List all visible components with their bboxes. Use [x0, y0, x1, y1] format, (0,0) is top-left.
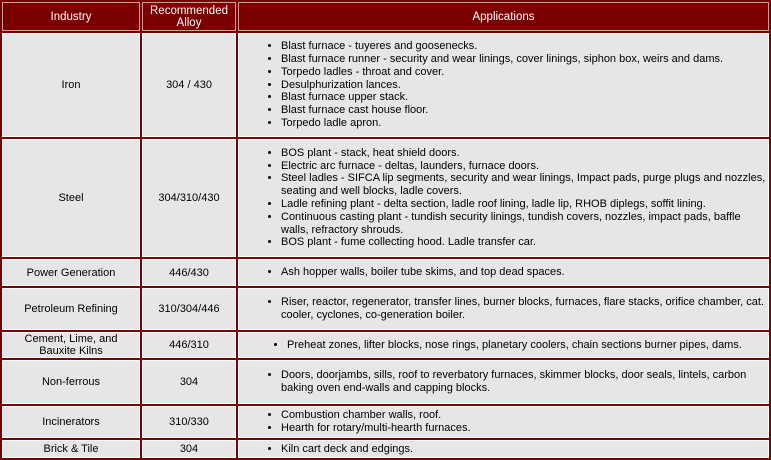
industry-cell: Non-ferrous — [2, 360, 140, 404]
alloy-cell: 446/430 — [142, 259, 236, 286]
list-item: • Combustion chamber walls, roof. — [281, 409, 766, 422]
list-item: • Ladle refining plant - delta section, ladle roof lining, ladle lip, RHOB diplegs, soffit lining. — [281, 198, 766, 211]
list-item: • Preheat zones, lifter blocks, nose rings, planetary coolers, chain sections burner pipes, dams. — [287, 339, 766, 352]
list-item: • Blast furnace cast house floor. — [281, 104, 766, 117]
applications-cell — [238, 406, 769, 438]
header-alloy: Recommended Alloy — [142, 2, 236, 31]
list-item: • Ash hopper walls, boiler tube skims, and top dead spaces. — [281, 266, 766, 279]
alloy-cell: 310/304/446 — [142, 288, 236, 330]
table-row — [2, 360, 769, 404]
alloy-cell: 310/330 — [142, 406, 236, 438]
table-row — [2, 406, 769, 438]
alloy-cell: 446/310 — [142, 332, 236, 358]
table-row — [2, 139, 769, 257]
applications-list — [247, 443, 766, 456]
alloy-cell: 304 — [142, 360, 236, 404]
alloy-cell: 304 / 430 — [142, 33, 236, 137]
table-body — [2, 33, 769, 458]
industry-cell: Power Generation — [2, 259, 140, 286]
table-row — [2, 33, 769, 137]
applications-list — [247, 409, 766, 435]
alloy-cell: 304/310/430 — [142, 139, 236, 257]
applications-list — [247, 296, 766, 322]
applications-list — [247, 147, 766, 249]
list-item: • Torpedo ladle apron. — [281, 117, 766, 130]
list-item: • Steel ladles - SIFCA lip segments, security and wear linings, Impact pads, purge plugs and nozzles, seating and well blocks, ladle covers. — [281, 172, 766, 198]
list-item: • Desulphurization lances. — [281, 79, 766, 92]
industry-cell: Steel — [2, 139, 140, 257]
table-row — [2, 288, 769, 330]
list-item: • Blast furnace runner - security and wear linings, cover linings, siphon box, weirs and dams. — [281, 53, 766, 66]
list-item: • Hearth for rotary/multi-hearth furnaces. — [281, 422, 766, 435]
applications-cell — [238, 360, 769, 404]
applications-cell — [238, 440, 769, 459]
list-item: • Blast furnace - tuyeres and goosenecks. — [281, 40, 766, 53]
table-row — [2, 259, 769, 286]
table-row — [2, 440, 769, 459]
list-item: • Electric arc furnace - deltas, launders, furnace doors. — [281, 160, 766, 173]
table-row — [2, 332, 769, 358]
list-item: • Doors, doorjambs, sills, roof to reverbatory furnaces, skimmer blocks, door seals, lintels, carbon baking oven end-walls and capping blocks. — [281, 369, 766, 395]
applications-cell — [238, 332, 769, 358]
list-item: • BOS plant - fume collecting hood. Ladle transfer car. — [281, 236, 766, 249]
list-item: • Continuous casting plant - tundish security linings, tundish covers, nozzles, impact pads, baffle walls, refractory shrouds. — [281, 211, 766, 237]
applications-list — [247, 266, 766, 279]
applications-cell — [238, 259, 769, 286]
header-row — [2, 2, 769, 31]
header-industry: Industry — [2, 2, 140, 31]
applications-list — [247, 40, 766, 130]
industry-cell: Cement, Lime, and Bauxite Kilns — [2, 332, 140, 358]
industry-cell: Brick & Tile — [2, 440, 140, 459]
applications-cell — [238, 288, 769, 330]
list-item: • Kiln cart deck and edgings. — [281, 443, 766, 456]
alloy-cell: 304 — [142, 440, 236, 459]
applications-cell — [238, 139, 769, 257]
applications-list — [247, 339, 766, 352]
applications-list — [247, 369, 766, 395]
industry-cell: Petroleum Refining — [2, 288, 140, 330]
list-item: • Blast furnace upper stack. — [281, 91, 766, 104]
list-item: • BOS plant - stack, heat shield doors. — [281, 147, 766, 160]
header-applications: Applications — [238, 2, 769, 31]
applications-cell — [238, 33, 769, 137]
industry-cell: Incinerators — [2, 406, 140, 438]
list-item: • Riser, reactor, regenerator, transfer lines, burner blocks, furnaces, flare stacks, orifice chamber, cat. cooler, cyclones, co-generation boiler. — [281, 296, 766, 322]
industry-cell: Iron — [2, 33, 140, 137]
list-item: • Torpedo ladles - throat and cover. — [281, 66, 766, 79]
